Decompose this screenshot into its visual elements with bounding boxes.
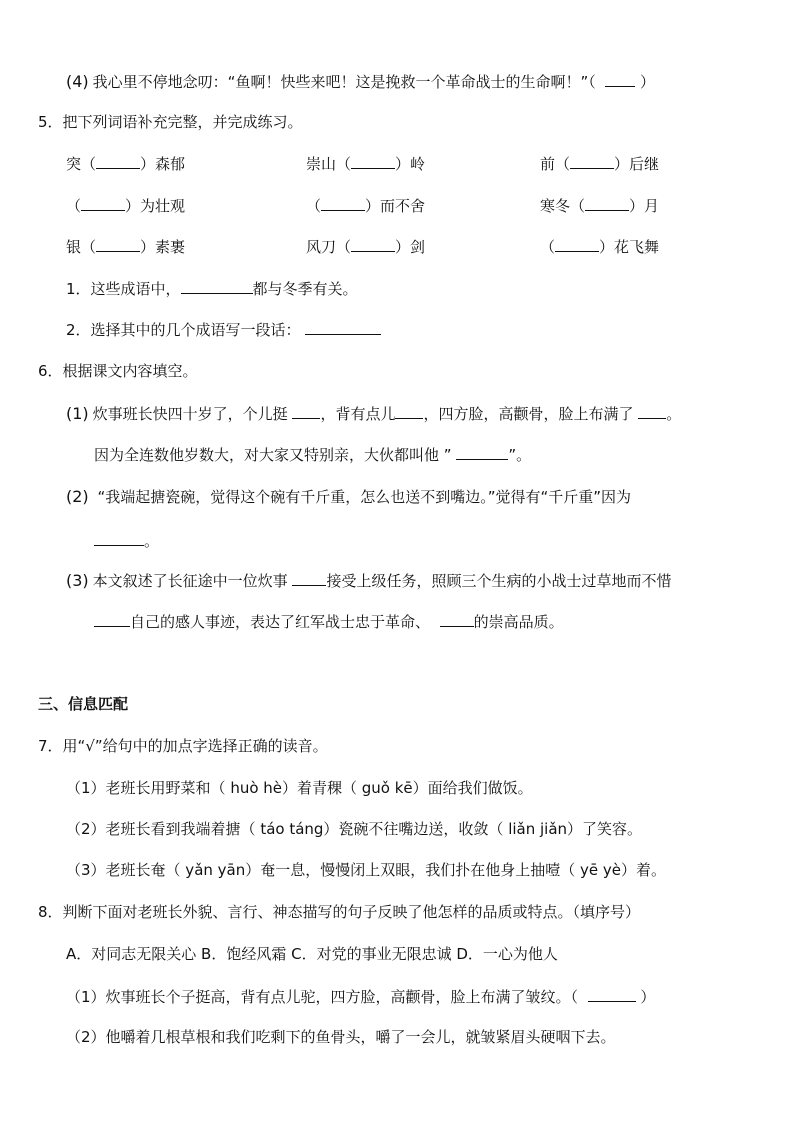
item-text: 本文叙述了长征途中一位炊事 — [92, 572, 288, 590]
word-suffix: ）月 — [629, 197, 660, 215]
word-blank[interactable] — [321, 194, 365, 211]
answer-blank[interactable] — [395, 402, 423, 419]
word-prefix: 风刀（ — [306, 238, 352, 256]
item-text: ，四方脸，高颧骨，脸上布满了 — [423, 405, 634, 423]
item-number: (4) — [66, 72, 89, 91]
word-suffix: ）剑 — [395, 238, 426, 256]
word-suffix: ）而不舍 — [365, 197, 426, 215]
word-prefix: 突（ — [66, 155, 97, 173]
answer-blank[interactable] — [588, 985, 636, 1002]
word-blank[interactable] — [585, 194, 629, 211]
q6-item-1-line2 — [94, 443, 531, 466]
item-text: 。 — [666, 405, 682, 423]
q5-word-1-3 — [540, 152, 659, 175]
word-blank[interactable] — [555, 235, 599, 252]
answer-blank[interactable] — [181, 277, 253, 294]
q7-item-2: （2）老班长看到我端着搪（ táo táng）瓷碗不往嘴边送，收敛（ liǎn jiǎn）了笑容。 — [66, 820, 643, 838]
q7-item-1: （1）老班长用野菜和（ huò hè）着青稞（ guǒ kē）面给我们做饭。 — [66, 779, 533, 797]
q6-item-2 — [66, 486, 631, 508]
q5-sub-1 — [66, 277, 358, 300]
sub-text: 2．选择其中的几个成语写一段话： — [66, 321, 301, 339]
q5-title: 5．把下列词语补充完整，并完成练习。 — [38, 113, 303, 131]
word-suffix: ）后继 — [614, 155, 660, 173]
q6-item-3-line2 — [94, 610, 564, 633]
item-text: 炊事班长快四十岁了，个儿挺 — [92, 405, 288, 423]
word-prefix: 前（ — [540, 155, 571, 173]
word-prefix: 寒冬（ — [540, 197, 586, 215]
item-text: 自己的感人事迹，表达了红军战士忠于革命、 — [130, 613, 431, 631]
answer-blank[interactable] — [94, 610, 130, 627]
q5-word-2-1 — [66, 194, 185, 217]
word-blank[interactable] — [81, 194, 125, 211]
answer-blank[interactable] — [638, 402, 666, 419]
q5-word-1-1 — [66, 152, 185, 175]
item-text: ，背有点儿 — [320, 405, 396, 423]
answer-blank[interactable] — [94, 529, 144, 546]
q8-item-2: （2）他嚼着几根草根和我们吃剩下的鱼骨头，嚼了一会儿，就皱紧眉头硬咽下去。 — [66, 1028, 616, 1046]
word-prefix: （ — [66, 197, 82, 215]
word-suffix: ）岭 — [395, 155, 426, 173]
q8-item-1 — [66, 985, 655, 1008]
item-close: ） — [640, 73, 656, 91]
item-text: （1）炊事班长个子挺高，背有点儿驼，四方脸，高颧骨，脸上布满了皱纹。（ — [66, 988, 579, 1006]
q4-item-4 — [66, 70, 655, 93]
item-text: “我端起搪瓷碗，觉得这个碗有千斤重，怎么也送不到嘴边。”觉得有“千斤重”因为 — [97, 488, 632, 506]
item-text: ”。 — [508, 446, 532, 464]
q5-word-3-3 — [540, 235, 659, 258]
item-number: (2) — [66, 487, 89, 506]
item-text: 接受上级任务，照顾三个生病的小战士过草地而不惜 — [326, 572, 672, 590]
q6-item-3 — [66, 569, 671, 592]
word-prefix: 银（ — [66, 238, 97, 256]
word-blank[interactable] — [96, 152, 140, 169]
q5-sub-2 — [66, 318, 381, 341]
item-number: (1) — [66, 404, 89, 423]
item-text: 因为全连数他岁数大，对大家又特别亲，大伙都叫他 ” — [94, 446, 452, 464]
word-prefix: 崇山（ — [306, 155, 352, 173]
word-blank[interactable] — [570, 152, 614, 169]
q8-options: A．对同志无限关心 B．饱经风霜 C．对党的事业无限忠诚 D．一心为他人 — [66, 945, 558, 963]
word-suffix: ）森郁 — [140, 155, 186, 173]
word-prefix: （ — [306, 197, 322, 215]
sub-text: 都与冬季有关。 — [252, 280, 358, 298]
q5-word-3-1 — [66, 235, 185, 258]
word-blank[interactable] — [351, 152, 395, 169]
item-text: 我心里不停地念叨：“鱼啊！快些来吧！这是挽救一个革命战士的生命啊！”（ — [92, 73, 596, 91]
q7-item-3: （3）老班长奄（ yǎn yān）奄一息，慢慢闭上双眼，我们扑在他身上抽噎（ yē yè）着。 — [66, 861, 666, 879]
q6-item-1 — [66, 402, 681, 425]
q5-word-3-2 — [306, 235, 425, 258]
word-suffix: ）花飞舞 — [599, 238, 660, 256]
section-3-heading: 三、信息匹配 — [38, 695, 129, 713]
item-text: 。 — [144, 532, 160, 550]
answer-blank[interactable] — [305, 318, 381, 335]
sub-text: 1．这些成语中， — [66, 280, 181, 298]
q7-title: 7．用“√”给句中的加点字选择正确的读音。 — [38, 737, 328, 755]
q8-title: 8．判断下面对老班长外貌、言行、神态描写的句子反映了他怎样的品质或特点。（填序号） — [38, 903, 641, 921]
q5-word-1-2 — [306, 152, 425, 175]
word-blank[interactable] — [351, 235, 395, 252]
word-suffix: ）为壮观 — [125, 197, 186, 215]
answer-blank[interactable] — [605, 70, 635, 87]
word-suffix: ）素裹 — [140, 238, 186, 256]
q6-title: 6．根据课文内容填空。 — [38, 362, 198, 380]
item-text: 的崇高品质。 — [473, 613, 564, 631]
q5-word-2-3 — [540, 194, 659, 217]
item-number: (3) — [66, 571, 89, 590]
answer-blank[interactable] — [292, 569, 326, 586]
word-prefix: （ — [540, 238, 556, 256]
q6-item-2-line2 — [94, 529, 159, 552]
answer-blank[interactable] — [456, 443, 508, 460]
answer-blank[interactable] — [440, 610, 474, 627]
item-text: ） — [640, 988, 656, 1006]
word-blank[interactable] — [96, 235, 140, 252]
answer-blank[interactable] — [292, 402, 320, 419]
q5-word-2-2 — [306, 194, 425, 217]
